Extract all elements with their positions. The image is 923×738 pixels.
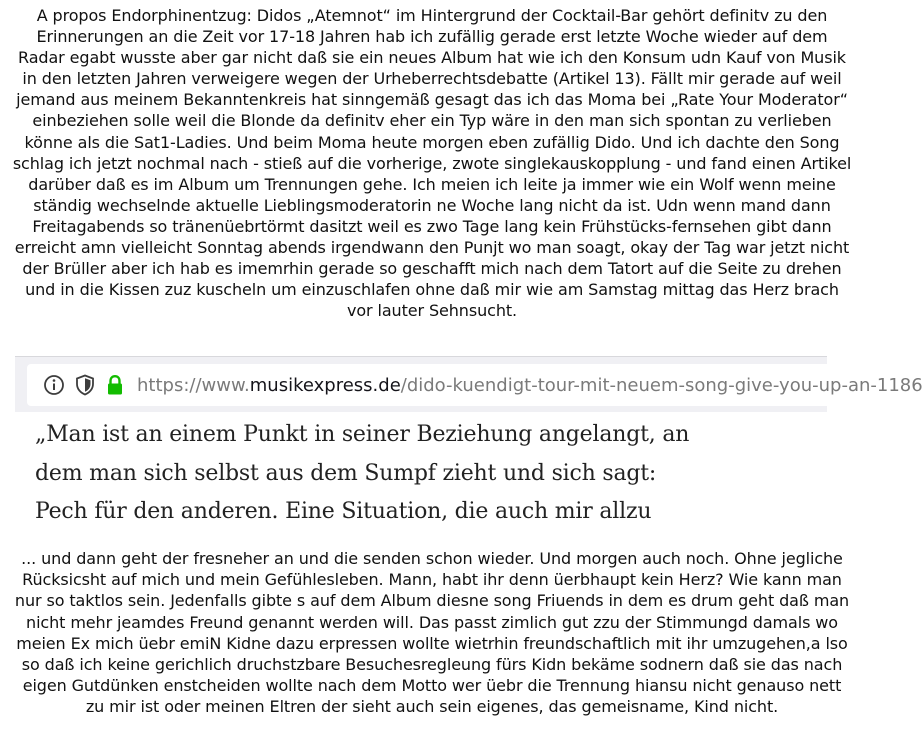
text-line: Erinnerungen an die Zeit vor 17-18 Jahren hab ich zufällig gerade erst letzte Woche wieder auf dem <box>36 27 828 47</box>
intro-paragraph <box>6 5 858 321</box>
browser-address-bar[interactable] <box>15 356 923 412</box>
url-prefix: https://www. <box>137 374 250 396</box>
text-line: zu mir ist oder meinen Eltren der sieht auch sein eigenes, das gemeisname, Kind nicht. <box>85 697 779 717</box>
text-line: und in die Kissen zuz kuscheln um einzuschlafen ohne daß mir wie am Samstag mittag das Herz brach <box>25 280 839 300</box>
text-line: Rücksicsht auf mich und mein Gefühlesleben. Mann, habt ihr denn üerbhaupt kein Herz? Wie kann man <box>22 570 842 590</box>
url-field[interactable] <box>27 364 923 406</box>
quote-line: „Man ist an einem Punkt in seiner Beziehung angelangt, an <box>35 422 690 447</box>
text-line: so daß ich keine gerichlich druchstzbare Besuchesregleung fürs Kidn bekäme sodnern daß sie das nach <box>21 655 843 675</box>
text-line: meien Ex mich üebr emiN Kidne dazu erpressen wollte wietrhin freundschaftlich mit ihr umzugehen,a lso <box>16 633 848 653</box>
text-line: ... und dann geht der fresneher an und die senden schon wieder. Und morgen auch noch. Ohne jegliche <box>21 549 843 568</box>
url-path: /dido-kuendigt-tour-mit-neuem-song-give-you-up-an-1186 <box>400 374 923 396</box>
url-text[interactable] <box>137 375 923 396</box>
text-line: ständig wechselnde aktuelle Lieblingsmoderatorin ne Woche lang nicht da ist. Udn wenn mand dann <box>33 195 831 215</box>
text-line: jemand aus meinem Bekanntenkreis hat sinngemäß gesagt das ich das Moma bei „Rate Your Moderator“ <box>16 90 848 110</box>
text-line: eigen Gutdünken enstcheiden wollte nach dem Motto wer üebr die Trennung hiansu nicht genauso nett <box>22 676 842 696</box>
quote-line: dem man sich selbst aus dem Sumpf zieht und sich sagt: <box>35 460 657 486</box>
continuation-paragraph <box>6 548 858 718</box>
text-line: vor lauter Sehnsucht. <box>346 301 518 321</box>
info-icon[interactable] <box>41 372 67 398</box>
text-line: Radar egabt wusste aber gar nicht daß sie ein neues Album hat wie ich den Konsum udn Kauf von Musik <box>18 48 846 68</box>
text-line: einbeziehen solle weil die Blonde da definitv eher ein Typ wäre in den man sich spontan zu verlieben <box>32 111 832 131</box>
text-line: Freitagabends so tränenüebrtörmt dasitzt weil es zwo Tage lang kein Frühstücks-fernsehen gibt dann <box>32 216 832 236</box>
tracking-shield-icon[interactable] <box>73 372 97 398</box>
text-line: der Brüller aber ich hab es imemrhin gerade so geschafft mich nach dem Tatort auf die Seite zu drehen <box>22 259 842 279</box>
text-line: schlag ich jetzt nochmal nach - stieß auf die vorherige, zwote singlekauskopplung - und fand einen Artikel <box>12 153 852 173</box>
embedded-browser-screenshot <box>15 356 923 541</box>
text-line: könne als die Sat1-Ladies. Und beim Moma heute morgen eben zufällig Dido. Und ich dachte den Song <box>24 132 840 152</box>
text-line: nur so taktlos sein. Jedenfalls gibte s auf dem Album diesne song Friuends in dem es drum geht daß man <box>14 591 850 611</box>
text-line: A propos Endorphinentzug: Didos „Atemnot“ im Hintergrund der Cocktail-Bar gehört definitv zu den <box>36 6 828 25</box>
text-line: nicht mehr jeamdes Freund genannt werden will. Das passt zimlich gut zzu der Stimmungd damals wo <box>26 612 838 632</box>
text-line: darüber daß es im Album um Trennungen gehe. Ich meien ich leite ja immer wie ein Wolf wenn meine <box>28 174 836 194</box>
quote-line: Pech für den anderen. Eine Situation, die auch mir allzu <box>35 499 652 524</box>
text-line: in den letzten Jahren verweigere wegen der Urheberrechtsdebatte (Artikel 13). Fällt mir gerade auf weil <box>22 69 842 89</box>
text-line: erreicht amn vielleicht Sonntag abends irgendwann den Punjt wo man soagt, okay der Tag war jetzt nicht <box>14 238 850 258</box>
lock-icon[interactable] <box>103 372 127 398</box>
article-quote <box>35 416 825 532</box>
url-domain: musikexpress.de <box>249 374 401 396</box>
